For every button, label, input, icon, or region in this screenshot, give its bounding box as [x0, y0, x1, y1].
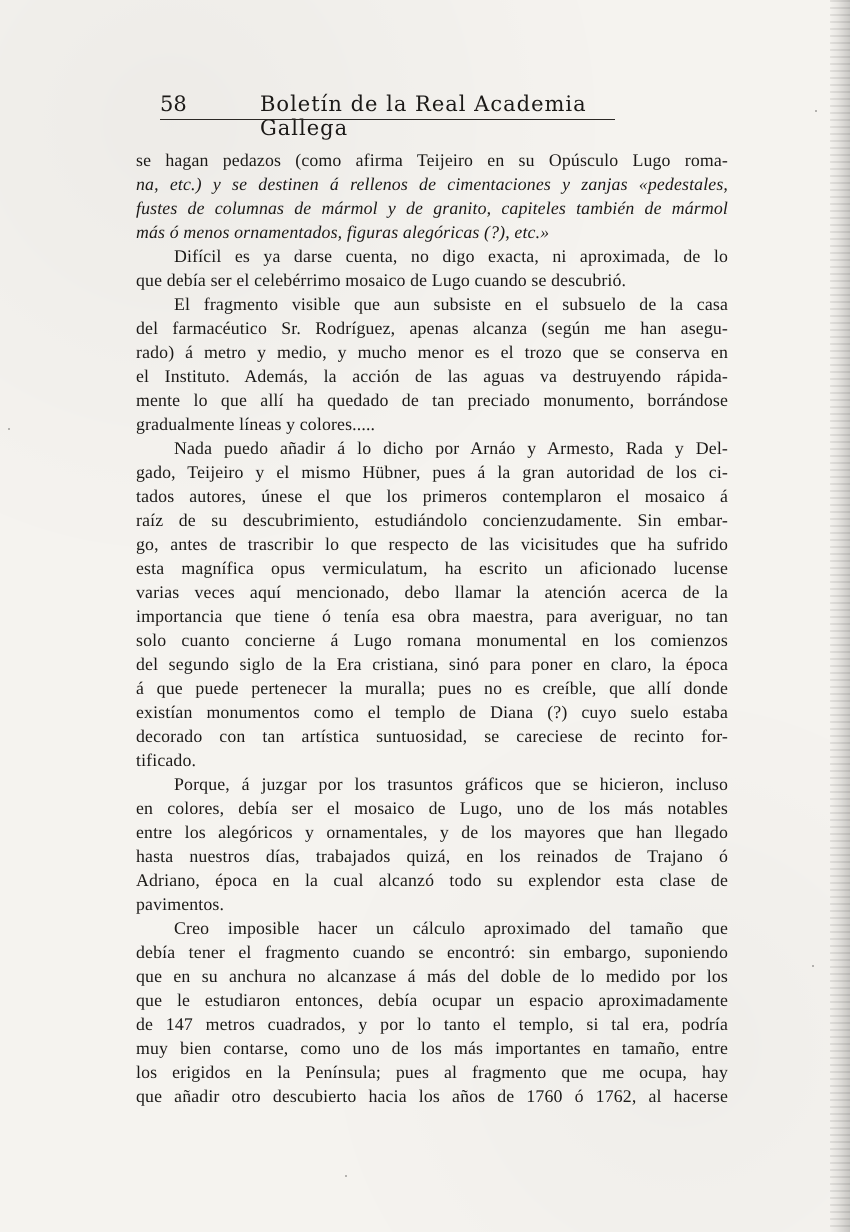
- text-line: fustes de columnas de mármol y de granito, capiteles también de mármol: [136, 198, 728, 218]
- text-line: que añadir otro descubierto hacia los años de 1760 ó 1762, al hacerse: [136, 1086, 728, 1106]
- text-line: rado) á metro y medio, y mucho menor es el trozo que se conserva en: [136, 342, 728, 362]
- header-rule: [160, 119, 615, 120]
- text-line: Difícil es ya darse cuenta, no digo exacta, ni aproximada, de lo: [174, 246, 728, 266]
- text-line: que le estudiaron entonces, debía ocupar un espacio aproximadamente: [136, 990, 728, 1010]
- text-line: pavimentos.: [136, 894, 225, 914]
- text-line: go, antes de trascribir lo que respecto de las vicisitudes que ha sufrido: [136, 534, 728, 554]
- text-line: importancia que tiene ó tenía esa obra maestra, para averiguar, no tan: [136, 606, 728, 626]
- text-line: esta magnífica opus vermiculatum, ha escrito un aficionado lucense: [136, 558, 728, 578]
- text-line: del segundo siglo de la Era cristiana, sinó para poner en claro, la época: [136, 654, 728, 674]
- text-line: raíz de su descubrimiento, estudiándolo concienzudamente. Sin embar-: [136, 510, 728, 530]
- text-line: del farmacéutico Sr. Rodríguez, apenas alcanza (según me han asegu-: [136, 318, 728, 338]
- text-line: los erigidos en la Península; pues al fragmento que me ocupa, hay: [136, 1062, 728, 1082]
- text-line: gradualmente líneas y colores.....: [136, 414, 376, 434]
- text-line: Creo imposible hacer un cálculo aproximado del tamaño que: [174, 918, 728, 938]
- text-line: gado, Teijeiro y el mismo Hübner, pues á la gran autoridad de los ci-: [136, 462, 728, 482]
- text-line: existían monumentos como el templo de Diana (?) cuyo suelo estaba: [136, 702, 728, 722]
- scan-edge-shadow: [830, 0, 850, 1232]
- text-line: Porque, á juzgar por los trasuntos gráficos que se hicieron, incluso: [174, 774, 728, 794]
- text-line: solo cuanto concierne á Lugo romana monumental en los comienzos: [136, 630, 728, 650]
- text-line: na, etc.) y se destinen á rellenos de cimentaciones y zanjas «pedestales,: [136, 174, 728, 194]
- text-line: se hagan pedazos (como afirma Teijeiro en su Opúsculo Lugo roma-: [136, 150, 728, 170]
- text-line: en colores, debía ser el mosaico de Lugo, uno de los más notables: [136, 798, 728, 818]
- text-line: mente lo que allí ha quedado de tan preciado monumento, borrándose: [136, 390, 728, 410]
- text-line: de 147 metros cuadrados, y por lo tanto el templo, si tal era, podría: [136, 1014, 728, 1034]
- text-line: entre los alegóricos y ornamentales, y de los mayores que han llegado: [136, 822, 728, 842]
- text-line: debía tener el fragmento cuando se encontró: sin embargo, suponiendo: [136, 942, 728, 962]
- text-line: varias veces aquí mencionado, debo llamar la atención acerca de la: [136, 582, 728, 602]
- text-line: tados autores, únese el que los primeros contemplaron el mosaico á: [136, 486, 728, 506]
- scan-speck: [815, 110, 817, 112]
- running-head: Boletín de la Real Academia Gallega: [260, 92, 587, 140]
- text-line: Nada puedo añadir á lo dicho por Arnáo y Armesto, Rada y Del-: [174, 438, 728, 458]
- text-line: el Instituto. Además, la acción de las aguas va destruyendo rápida-: [136, 366, 728, 386]
- text-line: El fragmento visible que aun subsiste en el subsuelo de la casa: [174, 294, 728, 314]
- text-line: que en su anchura no alcanzase á más del doble de lo medido por los: [136, 966, 728, 986]
- page-header: [160, 92, 615, 140]
- scan-speck: [8, 428, 10, 430]
- text-line: tificado.: [136, 750, 197, 770]
- text-line: que debía ser el celebérrimo mosaico de Lugo cuando se descubrió.: [136, 270, 627, 290]
- text-line: más ó menos ornamentados, figuras alegóricas (?), etc.»: [136, 222, 550, 242]
- text-line: á que puede pertenecer la muralla; pues no es creíble, que allí donde: [136, 678, 728, 698]
- scan-speck: [812, 965, 814, 967]
- scan-speck: [345, 1175, 347, 1177]
- text-line: hasta nuestros días, trabajados quizá, en los reinados de Trajano ó: [136, 846, 728, 866]
- text-line: decorado con tan artística suntuosidad, se careciese de recinto for-: [136, 726, 728, 746]
- text-line: muy bien contarse, como uno de los más importantes en tamaño, entre: [136, 1038, 728, 1058]
- text-line: Adriano, época en la cual alcanzó todo su explendor esta clase de: [136, 870, 728, 890]
- page-number: 58: [160, 92, 187, 116]
- body-text: [136, 148, 728, 1108]
